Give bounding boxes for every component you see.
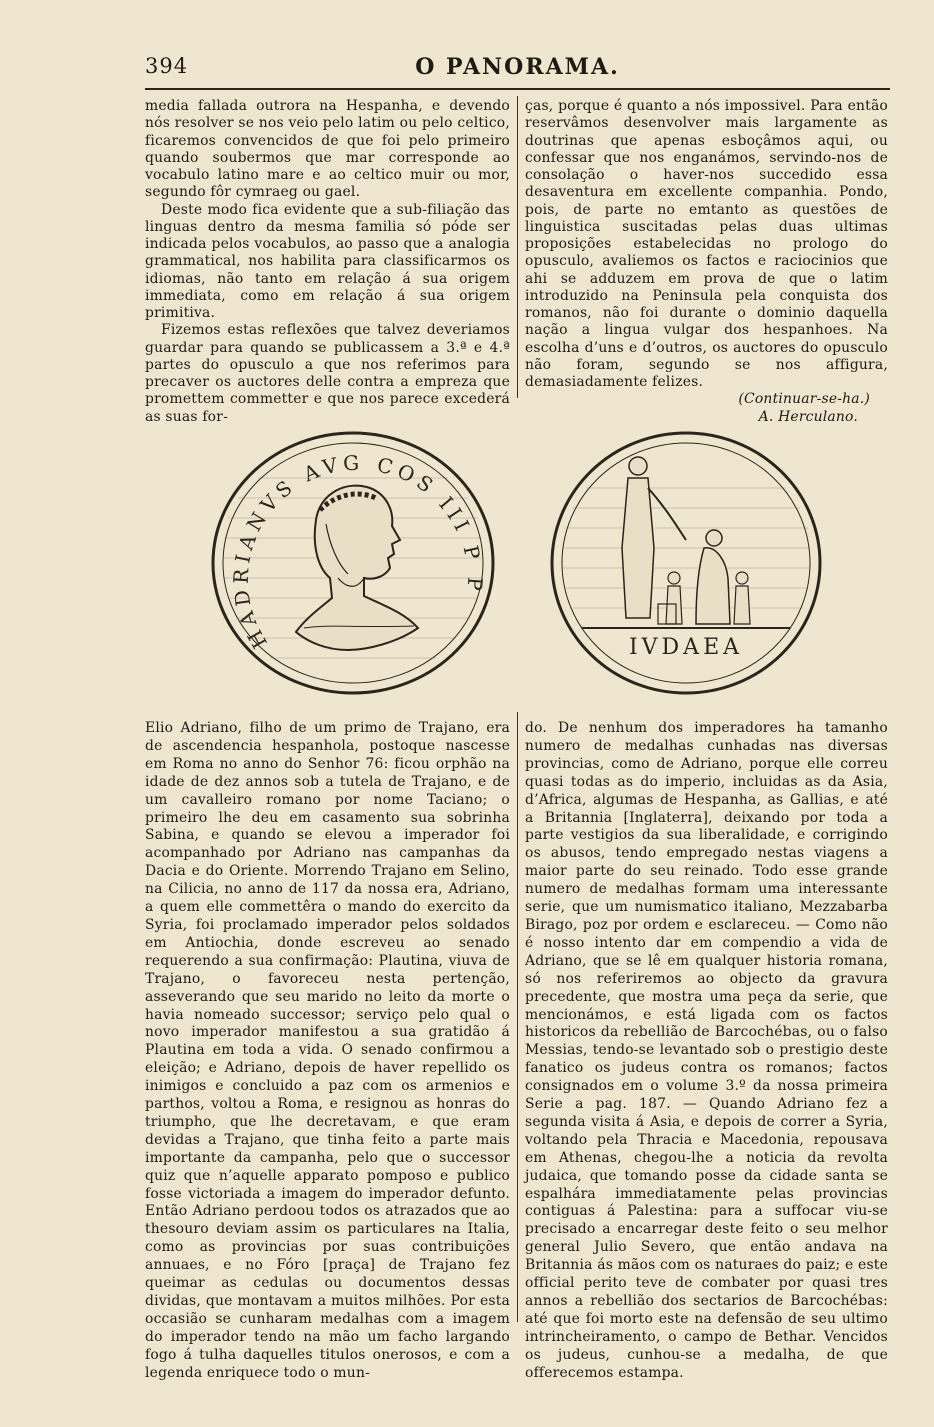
coin-obverse (208, 428, 498, 698)
reverse-legend: IVDAEA (628, 635, 744, 660)
text-column-1 (145, 98, 510, 426)
paragraph: ças, porque é quanto a nós impossivel. Para então reservâmos desenvolver mais largamente as doutrinas que apenas esboçâmos aqui, ou confessar que nos enganámos, servindo-nos de consolação o haver-nos succedido essa desaventura em excellente companhia. Pondo, pois, de parte no emtanto as questões de linguistica suscitadas pelas duas ultimas proposições estabelecidas no prologo do opusculo, avaliemos os factos e raciocinios que ahi se adduzem em prova de que o latim introduzido na Peninsula pela conquista dos romanos, não foi durante o dominio daquella nação a lingua vulgar dos hespanhoes. Na escolha d’uns e d’outros, os auctores do opusculo não foram, segundo se nos affigura, demasiadamente felizes. (525, 98, 888, 390)
author-signature: A. Herculano. (758, 408, 858, 425)
continue-note: (Continuar-se-ha.) (738, 391, 870, 408)
text-column-2 (525, 98, 888, 426)
paragraph: media fallada outrora na Hespanha, e devendo nós resolver se nos veio pelo latim ou pelo celtico, ficaremos convencidos de que foi pelo primeiro quando soubermos que mar corresponde ao vocabulo latino mare e ao celtico muir ou mor, segundo fôr cymraeg ou gael. (145, 98, 510, 201)
coin-reverse (546, 428, 826, 698)
page-header (145, 54, 890, 90)
paragraph: Fizemos estas reflexões que talvez deveriamos guardar para quando se publicassem a 3.ª e 4.ª partes do opusculo a que nos referimos para precaver os auctores delle contra a empreza que promettem commetter e que nos parece excederá as suas for- (145, 322, 510, 425)
paragraph: do. De nenhum dos imperadores ha tamanho numero de medalhas cunhadas nas diversas provincias, como de Adriano, porque elle correu quasi todas as do imperio, incluidas as da Asia, d’Africa, algumas de Hespanha, as Gallias, e até a Britannia [Inglaterra], deixando por toda a parte vestigios da sua liberalidade, e corrigindo os abusos, tendo empregado nestas viagens a maior parte do seu reinado. Todo esse grande numero de medalhas formam uma interessante serie, que um numismatico italiano, Mezzabarba Birago, poz por ordem e esclareceu. — Como não é nosso intento dar em compendio a vida de Adriano, que se lê em qualquer historia romana, só nos referiremos ao objecto da gravura precedente, que mostra uma peça da serie, que mencionámos, e está ligada com os factos historicos da rebellião de Barcochébas, ou o falso Messias, tendo-se levantado sob o prestigio deste fanatico os judeus contra os romanos; factos consignados em o volume 3.º da nossa primeira Serie a pag. 187. — Quando Adriano fez a segunda visita á Asia, e depois de correr a Syria, voltando pela Thracia e Macedonia, repousava em Athenas, chegou-lhe a noticia da revolta judaica, que tomando posse da cidade santa se espalhára immediatamente pelas provincias contiguas á Palestina: para a suffocar viu-se precisado a encarregar deste feito o seu melhor general Julio Severo, que então andava na Britannia ás mãos com os naturaes do paiz; e este official perito teve de combater por quasi tres annos a rebellião dos sectarios de Barcochébas: até que foi morto este na defensão de seu ultimo intrincheiramento, o campo de Bethar. Vencidos os judeus, cunhou-se a medalha, de que offerecemos estampa. (525, 720, 888, 1381)
header-rule (145, 88, 890, 90)
column-divider (517, 96, 518, 398)
column-divider (517, 712, 518, 1322)
journal-title: O PANORAMA. (415, 54, 620, 80)
coin-engraving (208, 428, 898, 698)
text-column-3 (145, 720, 510, 1383)
paragraph: Deste modo fica evidente que a sub-filiação das linguas dentro da mesma familia só póde ser indicada pelos vocabulos, ao passo que a analogia grammatical, nos habilita para classificarmos os idiomas, não tanto em relação á sua origem immediata, como em relação á sua origem primitiva. (145, 201, 510, 321)
obverse-legend: HADRIANVS AVG COS III P P (228, 450, 488, 653)
text-column-4 (525, 720, 888, 1383)
page-number: 394 (145, 54, 189, 78)
paragraph: Elio Adriano, filho de um primo de Trajano, era de ascendencia hespanhola, postoque nascesse em Roma no anno do Senhor 76: ficou orphão na idade de dez annos sob a tutela de Trajano, e de um cavalleiro romano por nome Taciano; o primeiro lhe deu em casamento sua sobrinha Sabina, e quando se elevou a imperador foi acompanhado por Adriano nas campanhas da Dacia e do Oriente. Morrendo Trajano em Selino, na Cilicia, no anno de 117 da nossa era, Adriano, a quem elle commettêra o mando do exercito da Syria, foi proclamado imperador pelos soldados em Antiochia, donde escreveu ao senado requerendo a sua confirmação: Plautina, viuva de Trajano, o favoreceu nesta pertenção, asseverando que seu marido no leito da morte o havia nomeado successor; serviço pelo qual o novo imperador manifestou a sua gratidão á Plautina em toda a vida. O senado confirmou a eleição; e Adriano, depois de haver repellido os inimigos e concluido a paz com os armenios e parthos, voltou a Roma, e resignou as honras do triumpho, que lhe decretavam, e que eram devidas a Trajano, que tinha feito a parte mais importante da campanha, pelo que o successor quiz que n’aquelle apparato pomposo e publico fosse victoriada a imagem do imperador defunto. Então Adriano perdoou todos os atrazados que ao thesouro deviam assim os particulares na Italia, como as provincias por suas contribuições annuaes, e no Fóro [praça] de Trajano fez queimar as cedulas ou documentos dessas dividas, que montavam a muitos milhões. Por esta occasião se cunharam medalhas com a imagem do imperador tendo na mão um facho largando fogo á tulha daquelles titulos onerosos, e com a legenda enriquece todo o mun- (145, 720, 510, 1381)
